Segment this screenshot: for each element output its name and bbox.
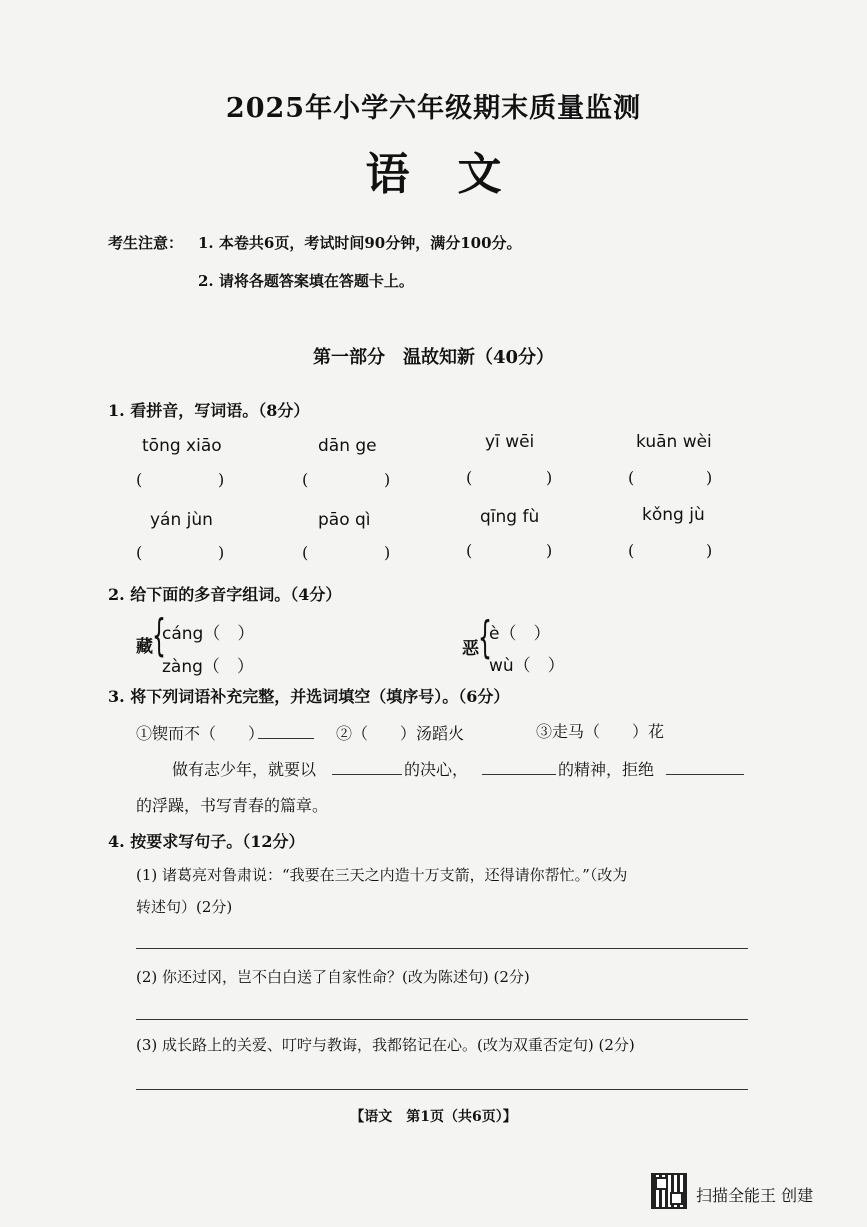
notice-label: 考生注意：: [108, 234, 184, 252]
section-heading: 第一部分 温故知新（40分）: [312, 347, 555, 368]
notice-item-1: 1. 本卷共6页，考试时间90分钟，满分100分。: [198, 234, 522, 252]
polyphone-char-2: 恶: [462, 639, 479, 659]
answer-paren-open: (: [302, 470, 309, 489]
answer-paren-open: (: [302, 543, 309, 562]
brace-icon: {: [478, 612, 492, 663]
answer-paren-close: ): [384, 543, 391, 562]
answer-paren-open: (: [466, 541, 473, 560]
sentence-task-3: (3) 成长路上的关爱、叮咛与教诲，我都铭记在心。(改为双重否定句) (2分): [136, 1036, 635, 1054]
question-4-title: 4. 按要求写句子。（12分）: [108, 832, 305, 851]
answer-line: [258, 738, 314, 739]
polyphone-2-reading-1: è（ ）: [489, 624, 551, 644]
answer-paren-open: (: [466, 468, 473, 487]
fill-sentence-part-d: 的浮躁，书写青春的篇章。: [136, 796, 329, 815]
notice-item-2: 2. 请将各题答案填在答题卡上。: [198, 272, 414, 290]
fill-sentence-part-b: 的决心，: [404, 760, 469, 779]
answer-paren-open: (: [628, 468, 635, 487]
answer-paren-close: ): [546, 541, 553, 560]
answer-line: [136, 1089, 748, 1090]
pinyin-3: yī wēi: [485, 432, 535, 452]
pinyin-1: tōng xiāo: [142, 436, 222, 456]
answer-paren-close: ): [706, 468, 713, 487]
answer-line: [666, 774, 744, 775]
pinyin-8: kǒng jù: [642, 505, 705, 525]
pinyin-7: qīng fù: [480, 507, 540, 527]
answer-paren-open: (: [628, 541, 635, 560]
answer-paren-close: ): [384, 470, 391, 489]
pinyin-6: pāo qì: [318, 510, 371, 530]
idiom-3: ③走马（ ）花: [536, 722, 665, 741]
answer-line: [136, 1019, 748, 1020]
sentence-task-2: (2) 你还过冈，岂不白白送了自家性命？(改为陈述句) (2分): [136, 968, 530, 986]
sentence-task-1-cont: 转述句）(2分): [136, 898, 233, 916]
polyphone-char-1: 藏: [136, 637, 153, 657]
polyphone-1-reading-1: cáng（ ）: [162, 624, 255, 644]
polyphone-1-reading-2: zàng（ ）: [162, 657, 254, 677]
brace-icon: {: [152, 610, 166, 661]
sentence-task-1: (1) 诸葛亮对鲁肃说：“我要在三天之内造十万支箭，还得请你帮忙。”（改为: [136, 866, 628, 884]
fill-sentence-part-c: 的精神，拒绝: [558, 760, 655, 779]
answer-line: [482, 774, 556, 775]
pinyin-4: kuān wèi: [636, 432, 712, 452]
idiom-2: ②（ ）汤蹈火: [336, 724, 465, 743]
answer-paren-close: ): [218, 470, 225, 489]
question-1-title: 1. 看拼音，写词语。（8分）: [108, 401, 310, 420]
answer-line: [332, 774, 402, 775]
answer-paren-close: ): [546, 468, 553, 487]
pinyin-5: yán jùn: [150, 510, 213, 530]
qr-code-icon: [651, 1173, 687, 1209]
subject-title: 语文: [365, 149, 550, 200]
answer-line: [136, 948, 748, 949]
fill-sentence-part-a: 做有志少年，就要以: [172, 760, 317, 779]
answer-paren-close: ): [706, 541, 713, 560]
answer-paren-open: (: [136, 543, 143, 562]
polyphone-2-reading-2: wù（ ）: [489, 656, 565, 676]
pinyin-2: dān ge: [318, 436, 377, 456]
question-2-title: 2. 给下面的多音字组词。（4分）: [108, 585, 342, 604]
answer-paren-close: ): [218, 543, 225, 562]
exam-title: 2025年小学六年级期末质量监测: [225, 93, 642, 124]
page-footer: 【语文 第1页（共6页）】: [350, 1109, 517, 1125]
answer-paren-open: (: [136, 470, 143, 489]
question-3-title: 3. 将下列词语补充完整，并选词填空（填序号）。（6分）: [108, 687, 510, 706]
scanner-watermark: 扫描全能王 创建: [696, 1186, 814, 1205]
idiom-1: ①锲而不（ ）: [136, 724, 265, 743]
